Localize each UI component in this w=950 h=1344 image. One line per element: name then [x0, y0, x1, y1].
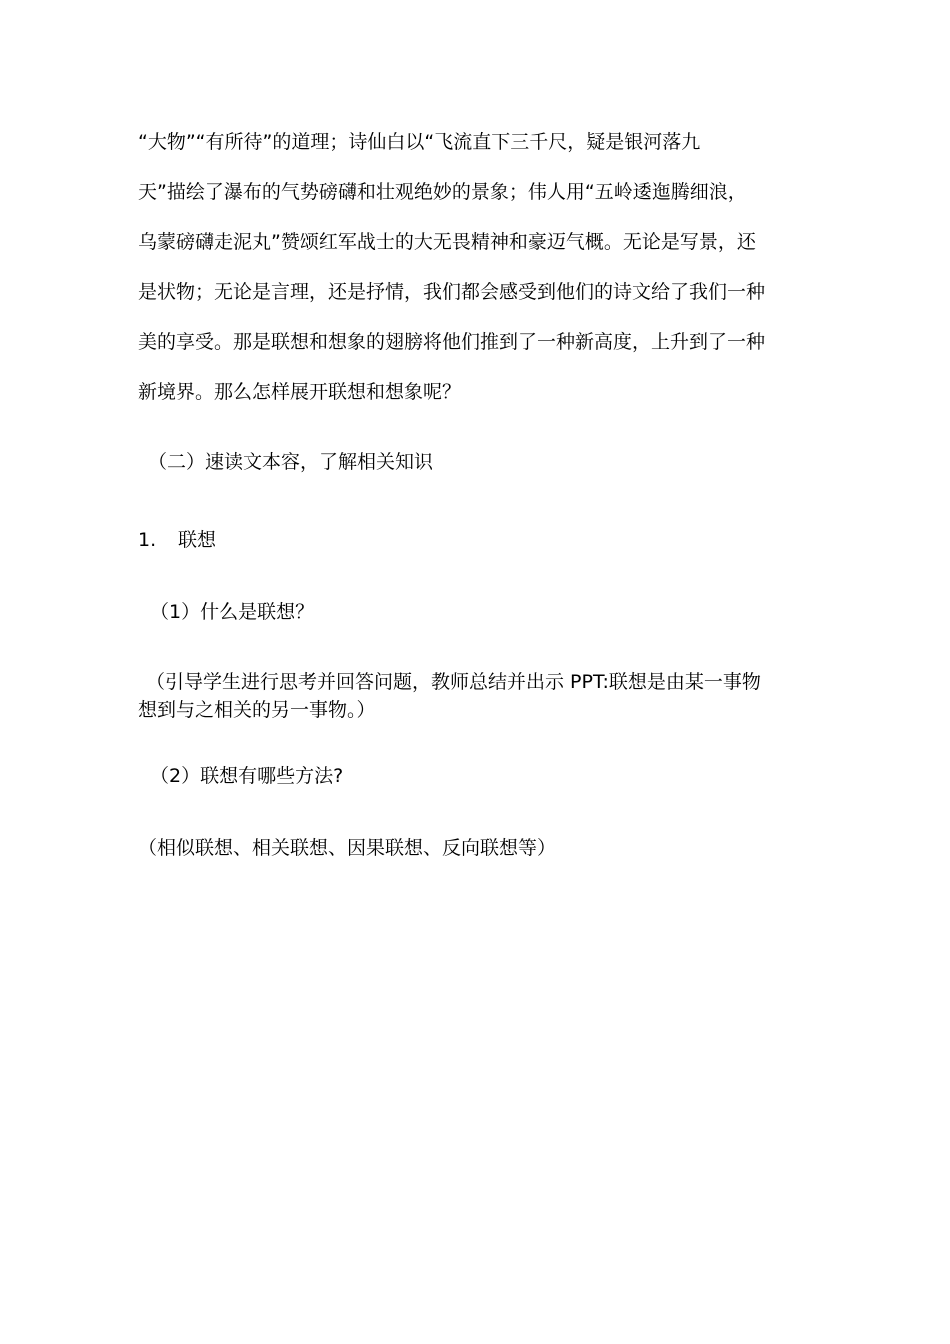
- methods-list: （相似联想、相关联想、因果联想、反向联想等）: [138, 837, 557, 859]
- intro-line: 天”描绘了瀑布的气势磅礴和壮观绝妙的景象；伟人用“五岭逶迤腾细浪，: [138, 181, 747, 203]
- item-title: 联想: [178, 529, 217, 551]
- guide-line: 想到与之相关的另一事物。）: [138, 699, 376, 721]
- intro-line: 新境界。那么怎样展开联想和想象呢？: [138, 381, 462, 403]
- guide-line: （引导学生进行思考并回答问题，教师总结并出示 PPT:联想是由某一事物: [146, 671, 761, 693]
- intro-line: “大物”“有所待”的道理；诗仙白以“飞流直下三千尺，疑是银河落九: [138, 131, 701, 153]
- intro-line: 美的享受。那是联想和想象的翅膀将他们推到了一种新高度，上升到了一种: [138, 331, 766, 353]
- question-1: （1）什么是联想？: [150, 601, 315, 623]
- guide-paragraph: [138, 668, 828, 724]
- question-2: （2）联想有哪些方法?: [150, 765, 344, 787]
- intro-paragraph: [138, 117, 818, 417]
- item-heading-1: [138, 526, 216, 554]
- intro-line: 是状物；无论是言理，还是抒情，我们都会感受到他们的诗文给了我们一种: [138, 281, 766, 303]
- section-heading: （二）速读文本容，了解相关知识: [148, 451, 434, 473]
- item-number: 1.: [138, 529, 157, 551]
- intro-line: 乌蒙磅礴走泥丸”赞颂红军战士的大无畏精神和豪迈气概。无论是写景，还: [138, 231, 756, 253]
